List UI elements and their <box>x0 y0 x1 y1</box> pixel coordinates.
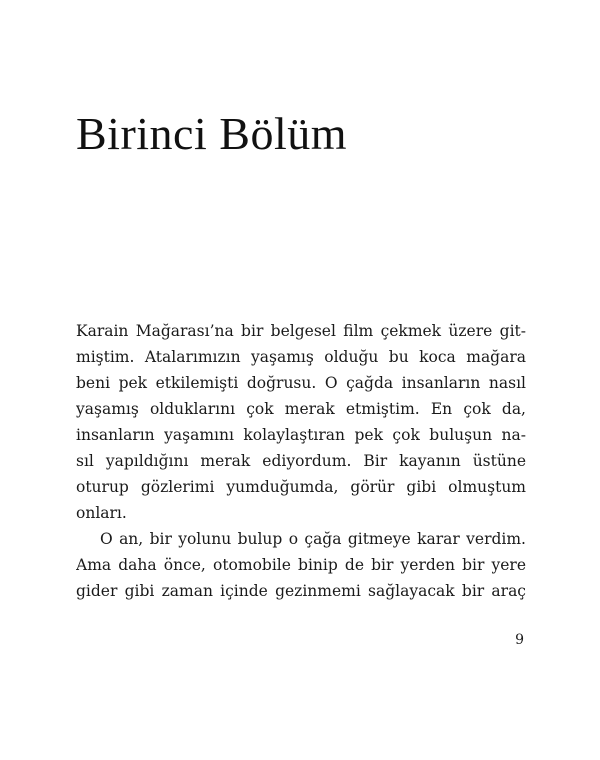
text-line: Ama daha önce, otomobile binip de bir yerden bir yere <box>76 556 526 574</box>
text-line: O an, bir yolunu bulup o çağa gitmeye karar verdim. <box>100 530 526 548</box>
text-line: insanların yaşamını kolaylaştıran pek çok buluşun na- <box>76 426 526 444</box>
paragraph-1 <box>76 318 526 526</box>
text-line: sıl yapıldığını merak ediyordum. Bir kayanın üstüne <box>76 452 526 470</box>
paragraph-2 <box>76 526 526 604</box>
chapter-title: Birinci Bölüm <box>76 108 347 159</box>
text-line: onları. <box>76 504 127 522</box>
body-text <box>76 318 526 604</box>
text-line: yaşamış olduklarını çok merak etmiştim. En çok da, <box>76 400 526 418</box>
text-line: beni pek etkilemişti doğrusu. O çağda insanların nasıl <box>76 374 526 392</box>
text-line: miştim. Atalarımızın yaşamış olduğu bu koca mağara <box>76 348 526 366</box>
text-line: oturup gözlerimi yumduğumda, görür gibi olmuştum <box>76 478 526 496</box>
text-line: Karain Mağarası’na bir belgesel film çekmek üzere git- <box>76 322 526 340</box>
text-line: gider gibi zaman içinde gezinmemi sağlayacak bir araç <box>76 582 526 600</box>
page-number: 9 <box>515 632 524 648</box>
